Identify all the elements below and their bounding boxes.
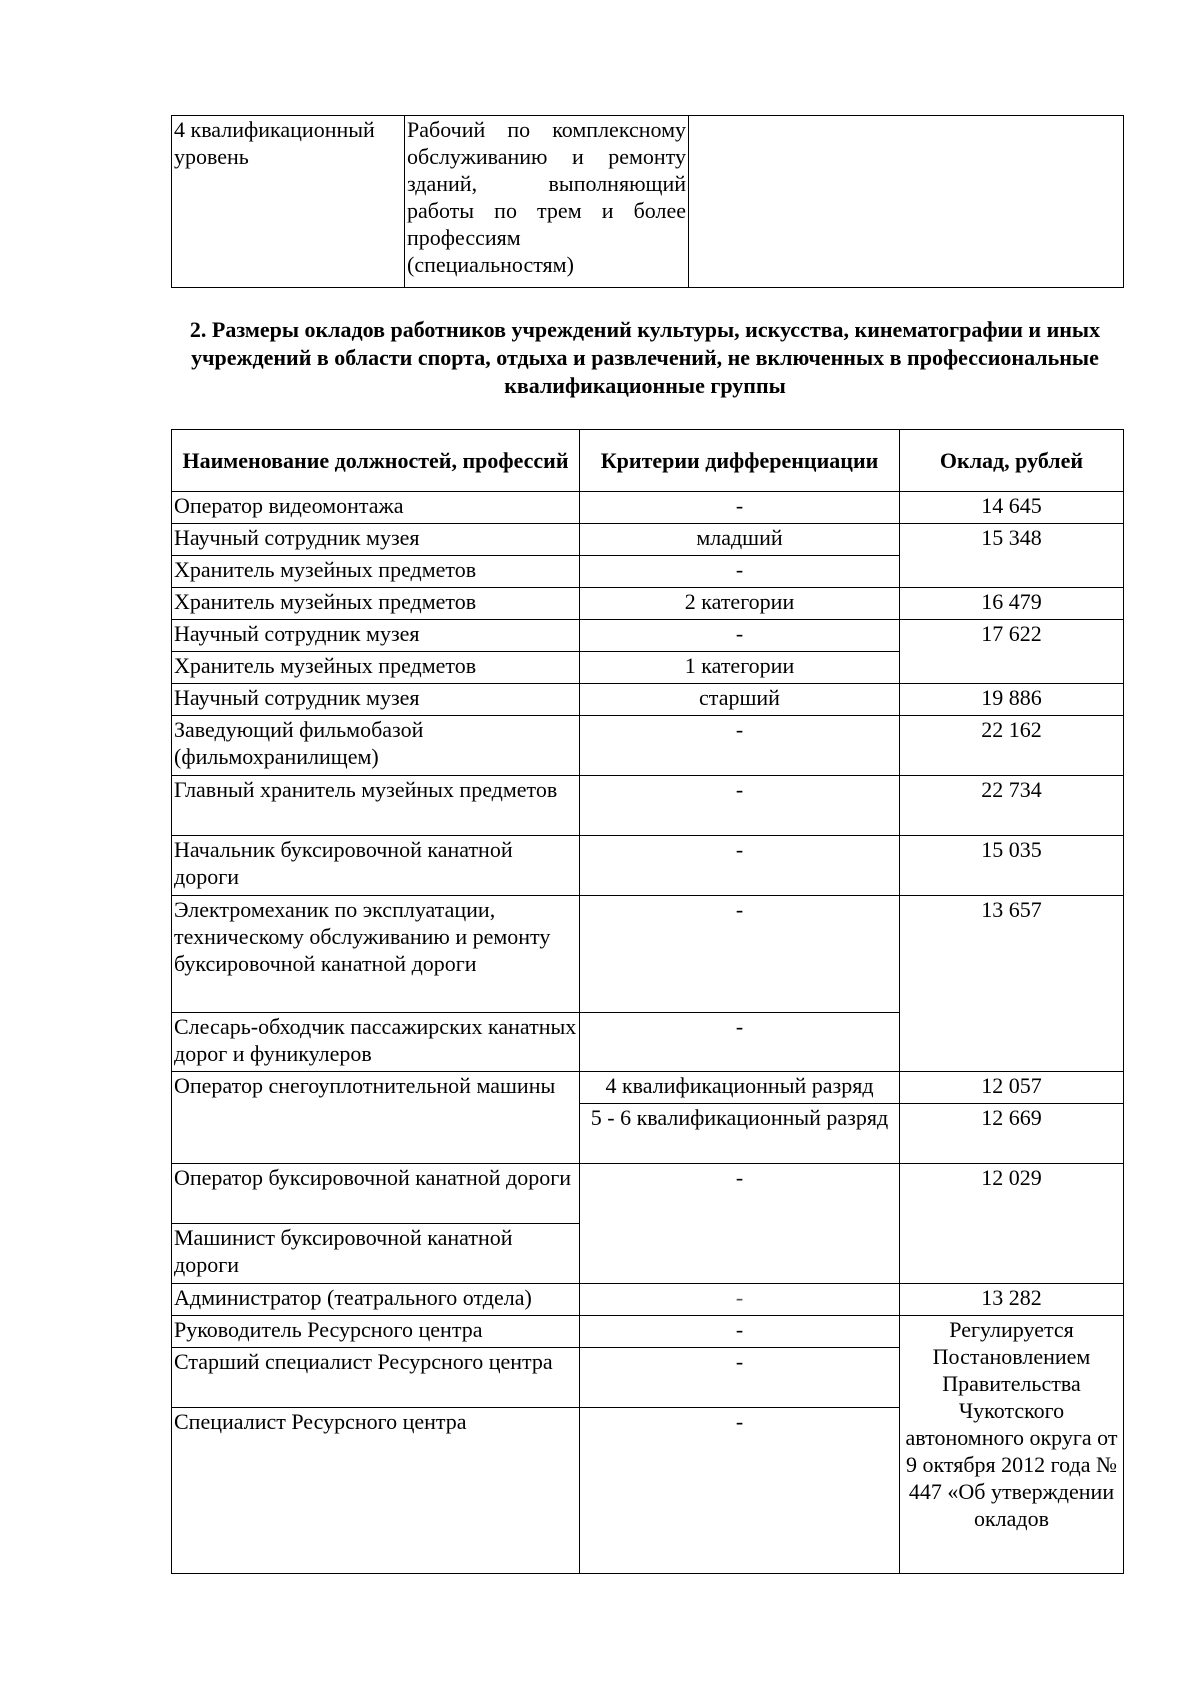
criteria-cell: -: [580, 1284, 900, 1316]
position-name: Хранитель музейных предметов: [172, 588, 580, 620]
criteria-cell: 4 квалификационный разряд: [580, 1072, 900, 1104]
table-row: [172, 1316, 1124, 1348]
position-name: Оператор видеомонтажа: [172, 492, 580, 524]
table-row: [172, 1284, 1124, 1316]
salary-cell: 19 886: [900, 684, 1124, 716]
header-salary: Оклад, рублей: [900, 430, 1124, 492]
table-row: [172, 492, 1124, 524]
criteria-cell: младший: [580, 524, 900, 556]
salary-cell: 14 645: [900, 492, 1124, 524]
criteria-cell: -: [580, 492, 900, 524]
position-name: Научный сотрудник музея: [172, 524, 580, 556]
salary-cell: 22 162: [900, 716, 1124, 776]
profession-name: Рабочий по комплексному обслуживанию и ремонту зданий, выполняющий работы по трем и более профессиям (специальностям): [405, 116, 689, 288]
position-name: Оператор буксировочной канатной дороги: [172, 1164, 580, 1224]
table-row: [172, 896, 1124, 1013]
salary-cell: 12 029: [900, 1164, 1124, 1284]
position-name: Научный сотрудник музея: [172, 620, 580, 652]
table-row: [172, 776, 1124, 836]
position-name: Хранитель музейных предметов: [172, 652, 580, 684]
qualification-table: [171, 115, 1124, 288]
position-name: Руководитель Ресурсного центра: [172, 1316, 580, 1348]
salary-cell: 12 669: [900, 1104, 1124, 1164]
salary-cell: 16 479: [900, 588, 1124, 620]
salary-cell: 13 282: [900, 1284, 1124, 1316]
criteria-cell: -: [580, 776, 900, 836]
table-row: [172, 1164, 1124, 1224]
criteria-cell: 5 - 6 квалификационный разряд: [580, 1104, 900, 1164]
position-name: Старший специалист Ресурсного центра: [172, 1348, 580, 1408]
position-name: Машинист буксировочной канатной дороги: [172, 1224, 580, 1284]
qualification-level: 4 квалификационный уровень: [172, 116, 405, 288]
position-name: Электромеханик по эксплуатации, техническому обслуживанию и ремонту буксировочной канатной дороги: [172, 896, 580, 1013]
salary-cell: 22 734: [900, 776, 1124, 836]
position-name: Заведующий фильмобазой (фильмохранилищем): [172, 716, 580, 776]
salary-cell: 12 057: [900, 1072, 1124, 1104]
table-row: [172, 836, 1124, 896]
table-row: [172, 116, 1124, 288]
position-name: Администратор (театрального отдела): [172, 1284, 580, 1316]
table-row: [172, 524, 1124, 556]
header-criteria: Критерии дифференциации: [580, 430, 900, 492]
position-name: Главный хранитель музейных предметов: [172, 776, 580, 836]
header-name: Наименование должностей, профессий: [172, 430, 580, 492]
criteria-cell: -: [580, 836, 900, 896]
criteria-cell: -: [580, 1316, 900, 1348]
criteria-cell: старший: [580, 684, 900, 716]
criteria-cell: -: [580, 620, 900, 652]
position-name: Хранитель музейных предметов: [172, 556, 580, 588]
criteria-cell: -: [580, 1164, 900, 1284]
salary-cell: 13 657: [900, 896, 1124, 1072]
criteria-cell: -: [580, 896, 900, 1013]
table-row: [172, 716, 1124, 776]
position-name: Специалист Ресурсного центра: [172, 1408, 580, 1574]
criteria-cell: -: [580, 1348, 900, 1408]
criteria-cell: -: [580, 716, 900, 776]
criteria-cell: -: [580, 556, 900, 588]
table-row: [172, 1072, 1124, 1104]
table-header-row: [172, 430, 1124, 492]
salary-cell: 17 622: [900, 620, 1124, 684]
position-name: Оператор снегоуплотнительной машины: [172, 1072, 580, 1164]
table-row: [172, 684, 1124, 716]
salary-cell: Регулируется Постановлением Правительства Чукотского автономного округа от 9 октября 2012 года № 447 «Об утверждении окладов: [900, 1316, 1124, 1574]
salary-cell: [689, 116, 1124, 288]
criteria-cell: 1 категории: [580, 652, 900, 684]
salary-cell: 15 035: [900, 836, 1124, 896]
position-name: Начальник буксировочной канатной дороги: [172, 836, 580, 896]
position-name: Научный сотрудник музея: [172, 684, 580, 716]
criteria-cell: -: [580, 1408, 900, 1574]
position-name: Слесарь-обходчик пассажирских канатных дорог и фуникулеров: [172, 1013, 580, 1072]
section-heading: 2. Размеры окладов работников учреждений культуры, искусства, кинематографии и иных учреждений в области спорта, отдыха и развлечений, не включенных в профессиональные квалификационные группы: [189, 317, 1101, 398]
salary-table: [171, 429, 1124, 1574]
criteria-cell: -: [580, 1013, 900, 1072]
table-row: [172, 588, 1124, 620]
table-row: [172, 620, 1124, 652]
salary-cell: 15 348: [900, 524, 1124, 588]
criteria-cell: 2 категории: [580, 588, 900, 620]
